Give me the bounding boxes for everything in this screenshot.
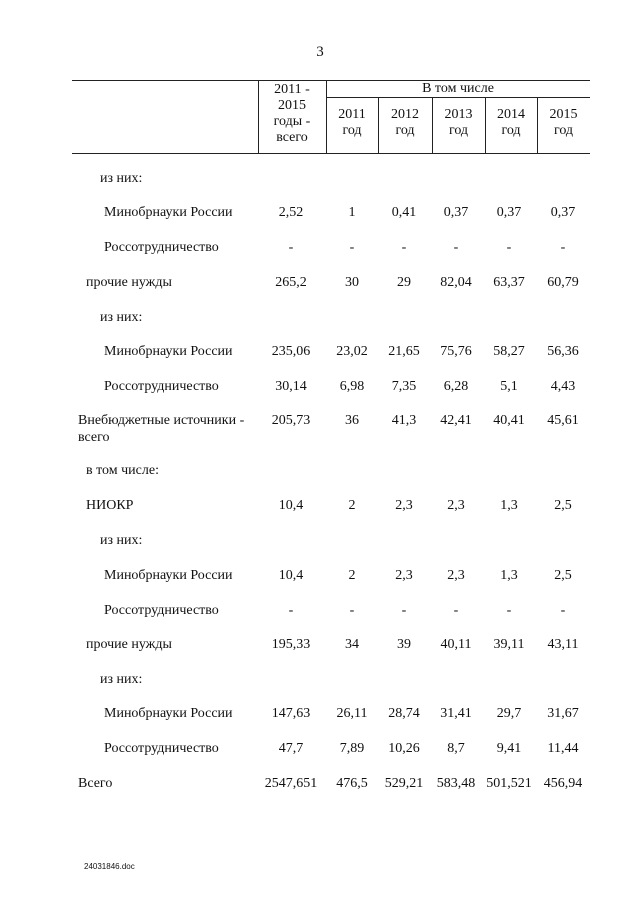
table-row: [0, 204, 640, 238]
cell-year: -: [506, 603, 512, 618]
row-label: из них:: [100, 171, 143, 186]
cell-year: 6,28: [443, 379, 469, 394]
cell-year: 1: [348, 205, 356, 220]
cell-year: 8,7: [447, 741, 465, 756]
cell-year: 40,41: [493, 413, 525, 428]
cell-total: 47,7: [278, 741, 304, 756]
cell-year: -: [349, 603, 355, 618]
table-row: [0, 740, 640, 774]
total-period-line: всего: [276, 130, 308, 145]
row-label: Россотрудничество: [104, 240, 219, 255]
cell-year: 21,65: [388, 344, 420, 359]
row-label: Россотрудничество: [104, 603, 219, 618]
cell-total: 2547,651: [264, 776, 318, 791]
cell-year: 63,37: [493, 275, 525, 290]
row-label: Минобрнауки России: [104, 568, 233, 583]
cell-year: 1,3: [500, 568, 518, 583]
table-row: [0, 671, 640, 705]
cell-year: 0,37: [550, 205, 576, 220]
cell-year: -: [560, 603, 566, 618]
cell-total: 30,14: [275, 379, 307, 394]
year-header-2011: [326, 107, 378, 139]
cell-year: 29: [397, 275, 411, 290]
cell-total: 10,4: [278, 498, 304, 513]
cell-year: 60,79: [547, 275, 579, 290]
cell-year: 2,3: [395, 568, 413, 583]
cell-year: 43,11: [547, 637, 579, 652]
year-unit: год: [553, 123, 574, 138]
table-header: [72, 80, 590, 154]
year-label: 2013: [444, 107, 473, 122]
cell-year: 476,5: [336, 776, 368, 791]
cell-year: 29,7: [496, 706, 522, 721]
cell-year: 0,41: [391, 205, 417, 220]
cell-year: -: [401, 240, 407, 255]
table-row: [0, 170, 640, 204]
table-row: [0, 239, 640, 273]
row-label: Россотрудничество: [104, 379, 219, 394]
cell-year: -: [349, 240, 355, 255]
cell-year: 0,37: [496, 205, 522, 220]
year-header-2012: [378, 107, 432, 139]
year-label: 2011: [338, 107, 366, 122]
cell-year: 26,11: [336, 706, 368, 721]
total-period-line: 2011 -: [274, 82, 310, 97]
row-label: из них:: [100, 672, 143, 687]
year-unit: год: [395, 123, 415, 138]
row-label: Внебюджетные источники -: [78, 413, 245, 428]
table-row: [0, 274, 640, 308]
table-row: [0, 532, 640, 566]
cell-year: 2: [348, 498, 356, 513]
row-label: прочие нужды: [86, 637, 172, 652]
row-label: из них:: [100, 310, 143, 325]
cell-year: 7,35: [391, 379, 417, 394]
cell-total: 195,33: [271, 637, 311, 652]
table-row: [0, 636, 640, 670]
cell-year: 456,94: [543, 776, 583, 791]
cell-year: 45,61: [547, 413, 579, 428]
cell-year: 41,3: [391, 413, 417, 428]
row-label: в том числе:: [86, 463, 159, 478]
cell-total: 235,06: [271, 344, 311, 359]
year-label: 2012: [391, 107, 419, 122]
year-header-2013: [432, 107, 485, 139]
year-header-2014: [485, 107, 537, 139]
cell-total: 2,52: [278, 205, 304, 220]
year-label: 2014: [497, 107, 525, 122]
header-bottom-rule: [72, 153, 590, 154]
cell-year: 6,98: [339, 379, 365, 394]
table-row: [0, 309, 640, 343]
row-label: НИОКР: [86, 498, 134, 513]
year-unit: год: [448, 123, 469, 138]
cell-year: 5,1: [500, 379, 518, 394]
cell-year: 28,74: [388, 706, 420, 721]
cell-year: 0,37: [443, 205, 469, 220]
cell-year: -: [401, 603, 407, 618]
row-label: Минобрнауки России: [104, 205, 233, 220]
row-label: Минобрнауки России: [104, 706, 233, 721]
cell-year: -: [506, 240, 512, 255]
group-label: В том числе: [422, 81, 494, 96]
cell-year: 2,3: [395, 498, 413, 513]
table-row: [0, 705, 640, 739]
row-label-continued: всего: [78, 430, 110, 445]
cell-year: 583,48: [436, 776, 476, 791]
cell-year: 75,76: [440, 344, 472, 359]
row-label: прочие нужды: [86, 275, 172, 290]
table-row: [0, 343, 640, 377]
table-row: [0, 775, 640, 809]
cell-year: 2: [348, 568, 356, 583]
cell-year: 56,36: [547, 344, 579, 359]
year-unit: год: [342, 123, 362, 138]
cell-year: 529,21: [384, 776, 424, 791]
cell-year: 4,43: [550, 379, 576, 394]
table-row: [0, 497, 640, 531]
page-number: 3: [316, 44, 324, 60]
cell-year: 9,41: [496, 741, 522, 756]
cell-total: -: [288, 603, 294, 618]
row-label: Россотрудничество: [104, 741, 219, 756]
year-unit: год: [501, 123, 521, 138]
cell-year: 501,521: [486, 776, 532, 791]
cell-year: 39,11: [493, 637, 525, 652]
table-row: [0, 567, 640, 601]
total-period-line: годы -: [273, 114, 311, 129]
cell-total: 147,63: [271, 706, 311, 721]
cell-year: 31,41: [440, 706, 472, 721]
cell-year: 2,3: [447, 498, 465, 513]
total-period-header: [258, 82, 326, 146]
cell-year: -: [453, 603, 459, 618]
cell-year: 7,89: [339, 741, 365, 756]
group-rule: [326, 97, 590, 98]
cell-total: 205,73: [271, 413, 311, 428]
row-label: Минобрнауки России: [104, 344, 233, 359]
cell-year: -: [453, 240, 459, 255]
cell-year: 10,26: [388, 741, 420, 756]
cell-year: -: [560, 240, 566, 255]
row-label: Всего: [78, 776, 113, 791]
cell-year: 2,5: [554, 568, 572, 583]
total-period-line: 2015: [278, 98, 306, 113]
cell-year: 31,67: [547, 706, 579, 721]
cell-year: 39: [397, 637, 411, 652]
cell-year: 1,3: [500, 498, 518, 513]
cell-year: 34: [345, 637, 359, 652]
cell-year: 58,27: [493, 344, 525, 359]
row-label: из них:: [100, 533, 143, 548]
table-row: [0, 412, 640, 446]
cell-year: 2,5: [554, 498, 572, 513]
cell-year: 2,3: [447, 568, 465, 583]
table-row: [0, 602, 640, 636]
year-header-2015: [537, 107, 590, 139]
cell-year: 30: [345, 275, 359, 290]
cell-year: 23,02: [336, 344, 368, 359]
cell-year: 11,44: [547, 741, 579, 756]
cell-year: 40,11: [440, 637, 472, 652]
cell-total: 265,2: [275, 275, 307, 290]
year-label: 2015: [549, 107, 578, 122]
cell-year: 36: [345, 413, 359, 428]
table-row: [0, 462, 640, 496]
table-row: [0, 378, 640, 412]
file-name-footer: 24031846.doc: [84, 862, 135, 871]
cell-total: 10,4: [278, 568, 304, 583]
cell-year: 42,41: [440, 413, 472, 428]
cell-year: 82,04: [440, 275, 472, 290]
cell-total: -: [288, 240, 294, 255]
